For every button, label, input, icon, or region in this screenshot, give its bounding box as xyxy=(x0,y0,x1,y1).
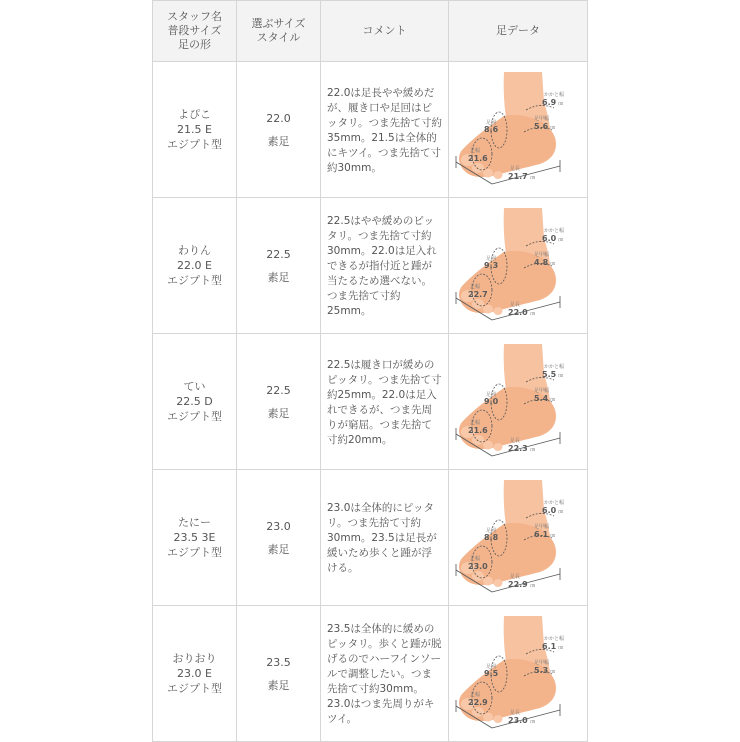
length-unit: ㎝ xyxy=(530,447,536,453)
sole-unit: ㎝ xyxy=(550,533,556,539)
chosen-size: 23.0 xyxy=(266,519,291,533)
width-value: 23.0 xyxy=(468,562,488,571)
toe-shape xyxy=(494,171,503,179)
header-comment: コメント xyxy=(321,1,449,62)
usual-size: 23.5 3E xyxy=(173,531,216,544)
table-row xyxy=(153,198,588,334)
toe-shape xyxy=(472,435,484,445)
instep-value: 9.5 xyxy=(484,669,499,678)
length-label: 足長 xyxy=(510,166,521,172)
sole-label: 足甲幅 xyxy=(534,116,550,122)
width-label: 足幅 xyxy=(470,420,481,426)
comment-cell xyxy=(321,198,449,334)
length-value: 22.9 xyxy=(508,580,528,589)
width-label: 足幅 xyxy=(470,556,481,562)
comment-text: 22.0は足長やや緩めだが、履き口や足回はピッタリ。つま先捨て寸約35mm。21.5は全体的にキツイ。つま先捨て寸約30mm。 xyxy=(327,86,442,174)
chosen-size: 22.5 xyxy=(266,383,291,397)
heel-label: かかと幅 xyxy=(544,364,565,370)
wear-style: 素足 xyxy=(267,678,290,692)
heel-value: 6.1 xyxy=(542,642,557,651)
chosen-size-cell xyxy=(237,334,321,470)
heel-label: かかと幅 xyxy=(544,500,565,506)
instep-value: 8.8 xyxy=(484,533,499,542)
foot-shape: エジプト型 xyxy=(167,274,222,287)
sole-label: 足甲幅 xyxy=(534,252,550,258)
instep-value: 8.6 xyxy=(484,125,499,134)
foot-shape: エジプト型 xyxy=(167,138,222,151)
foot-data-cell xyxy=(449,62,588,198)
comment-text: 23.0は全体的にピッタリ。つま先捨て寸約30mm。23.5は足長が緩いため歩くと踵が浮ける。 xyxy=(327,502,437,574)
foot-data-cell xyxy=(449,334,588,470)
toe-shape xyxy=(494,307,503,315)
sole-label: 足甲幅 xyxy=(534,388,550,394)
table-row xyxy=(153,62,588,198)
heel-label: かかと幅 xyxy=(544,92,565,98)
sole-unit: ㎝ xyxy=(550,397,556,403)
size-comparison-table-wrap xyxy=(152,0,587,740)
length-label: 足長 xyxy=(510,574,521,580)
sole-value: 5.4 xyxy=(534,394,549,403)
header-staff-line: 足の形 xyxy=(178,38,211,51)
header-foot: 足データ xyxy=(449,1,588,62)
staff-name: わりん xyxy=(178,244,211,257)
wear-style: 素足 xyxy=(267,134,290,148)
width-value: 22.9 xyxy=(468,698,488,707)
chosen-size-cell xyxy=(237,198,321,334)
foot-shape: エジプト型 xyxy=(167,410,222,423)
length-value: 22.3 xyxy=(508,444,528,453)
length-unit: ㎝ xyxy=(530,719,536,725)
sole-value: 5.6 xyxy=(534,122,549,131)
length-unit: ㎝ xyxy=(530,583,536,589)
chosen-size: 22.0 xyxy=(266,111,291,125)
staff-name: おりおり xyxy=(172,652,217,665)
staff-cell xyxy=(153,606,237,742)
foot-diagram xyxy=(452,616,584,731)
width-value: 21.6 xyxy=(468,154,488,163)
size-comparison-table xyxy=(152,0,588,742)
instep-value: 9.3 xyxy=(484,261,499,270)
staff-name: てい xyxy=(183,380,206,393)
length-label: 足長 xyxy=(510,302,521,308)
length-label: 足長 xyxy=(510,438,521,444)
foot-data-cell xyxy=(449,470,588,606)
toe-shape xyxy=(494,579,503,587)
comment-cell xyxy=(321,470,449,606)
foot-shape: エジプト型 xyxy=(167,546,222,559)
instep-label: 足囲 xyxy=(486,392,497,398)
toe-shape xyxy=(472,163,484,173)
toe-shape xyxy=(494,715,503,723)
chosen-size-cell xyxy=(237,606,321,742)
foot-diagram xyxy=(452,480,584,595)
sole-label: 足甲幅 xyxy=(534,524,550,530)
heel-label: かかと幅 xyxy=(544,228,565,234)
toe-shape xyxy=(472,299,484,309)
sole-value: 5.3 xyxy=(534,666,549,675)
heel-unit: ㎝ xyxy=(558,373,564,379)
staff-cell xyxy=(153,334,237,470)
chosen-size: 22.5 xyxy=(266,247,291,261)
width-label: 足幅 xyxy=(470,148,481,154)
header-size xyxy=(237,1,321,62)
toe-shape xyxy=(494,443,503,451)
header-staff-line: 普段サイズ xyxy=(167,24,222,37)
usual-size: 22.0 E xyxy=(177,259,212,272)
length-value: 23.0 xyxy=(508,716,528,725)
usual-size: 22.5 D xyxy=(176,395,213,408)
heel-value: 6.0 xyxy=(542,506,557,515)
length-label: 足長 xyxy=(510,710,521,716)
chosen-size-cell xyxy=(237,470,321,606)
chosen-size-cell xyxy=(237,62,321,198)
comment-text: 22.5はやや緩めのピッタリ。つま先捨て寸約30mm。22.0は足入れできるが指付近と踵が当たるため選べない。つま先捨て寸約25mm。 xyxy=(327,215,437,317)
width-value: 21.6 xyxy=(468,426,488,435)
instep-label: 足囲 xyxy=(486,256,497,262)
staff-cell xyxy=(153,62,237,198)
foot-data-cell xyxy=(449,606,588,742)
sole-label: 足甲幅 xyxy=(534,660,550,666)
sole-unit: ㎝ xyxy=(550,261,556,267)
header-row xyxy=(153,1,588,62)
instep-label: 足囲 xyxy=(486,528,497,534)
staff-name: よぴこ xyxy=(178,108,211,121)
heel-unit: ㎝ xyxy=(558,237,564,243)
heel-label: かかと幅 xyxy=(544,636,565,642)
length-unit: ㎝ xyxy=(530,175,536,181)
comment-text: 22.5は履き口が緩めのピッタリ。つま先捨て寸約25mm。22.0は足入れできるが、つま先周りが窮屈。つま先捨て寸約20mm。 xyxy=(327,358,442,446)
header-staff-line: スタッフ名 xyxy=(167,10,222,23)
table-row xyxy=(153,334,588,470)
foot-shape: エジプト型 xyxy=(167,682,222,695)
length-unit: ㎝ xyxy=(530,311,536,317)
heel-value: 6.0 xyxy=(542,234,557,243)
header-staff xyxy=(153,1,237,62)
comment-cell xyxy=(321,334,449,470)
heel-unit: ㎝ xyxy=(558,645,564,651)
comment-text: 23.5は全体的に緩めのピッタリ。歩くと踵が脱げるのでハーフインソールで調整したい。つま先捨て寸約30mm。23.0はつま先周りがキツイ。 xyxy=(327,623,442,725)
toe-shape xyxy=(472,707,484,717)
header-size-line: 選ぶサイズ xyxy=(251,17,306,30)
width-value: 22.7 xyxy=(468,290,488,299)
staff-cell xyxy=(153,470,237,606)
staff-cell xyxy=(153,198,237,334)
width-label: 足幅 xyxy=(470,692,481,698)
length-value: 22.0 xyxy=(508,308,528,317)
sole-unit: ㎝ xyxy=(550,669,556,675)
table-row xyxy=(153,470,588,606)
staff-name: たにー xyxy=(178,516,211,529)
wear-style: 素足 xyxy=(267,406,290,420)
usual-size: 23.0 E xyxy=(177,667,212,680)
sole-unit: ㎝ xyxy=(550,125,556,131)
length-value: 21.7 xyxy=(508,172,528,181)
wear-style: 素足 xyxy=(267,270,290,284)
header-size-line: スタイル xyxy=(256,31,301,44)
comment-cell xyxy=(321,606,449,742)
heel-unit: ㎝ xyxy=(558,101,564,107)
instep-label: 足囲 xyxy=(486,664,497,670)
usual-size: 21.5 E xyxy=(177,123,212,136)
foot-diagram xyxy=(452,344,584,459)
instep-value: 9.0 xyxy=(484,397,499,406)
heel-value: 5.5 xyxy=(542,370,557,379)
wear-style: 素足 xyxy=(267,542,290,556)
foot-diagram xyxy=(452,72,584,187)
table-row xyxy=(153,606,588,742)
foot-data-cell xyxy=(449,198,588,334)
toe-shape xyxy=(472,571,484,581)
instep-label: 足囲 xyxy=(486,120,497,126)
comment-cell xyxy=(321,62,449,198)
heel-value: 6.9 xyxy=(542,98,557,107)
width-label: 足幅 xyxy=(470,284,481,290)
sole-value: 4.8 xyxy=(534,258,549,267)
heel-unit: ㎝ xyxy=(558,509,564,515)
foot-diagram xyxy=(452,208,584,323)
chosen-size: 23.5 xyxy=(266,655,291,669)
sole-value: 6.1 xyxy=(534,530,549,539)
